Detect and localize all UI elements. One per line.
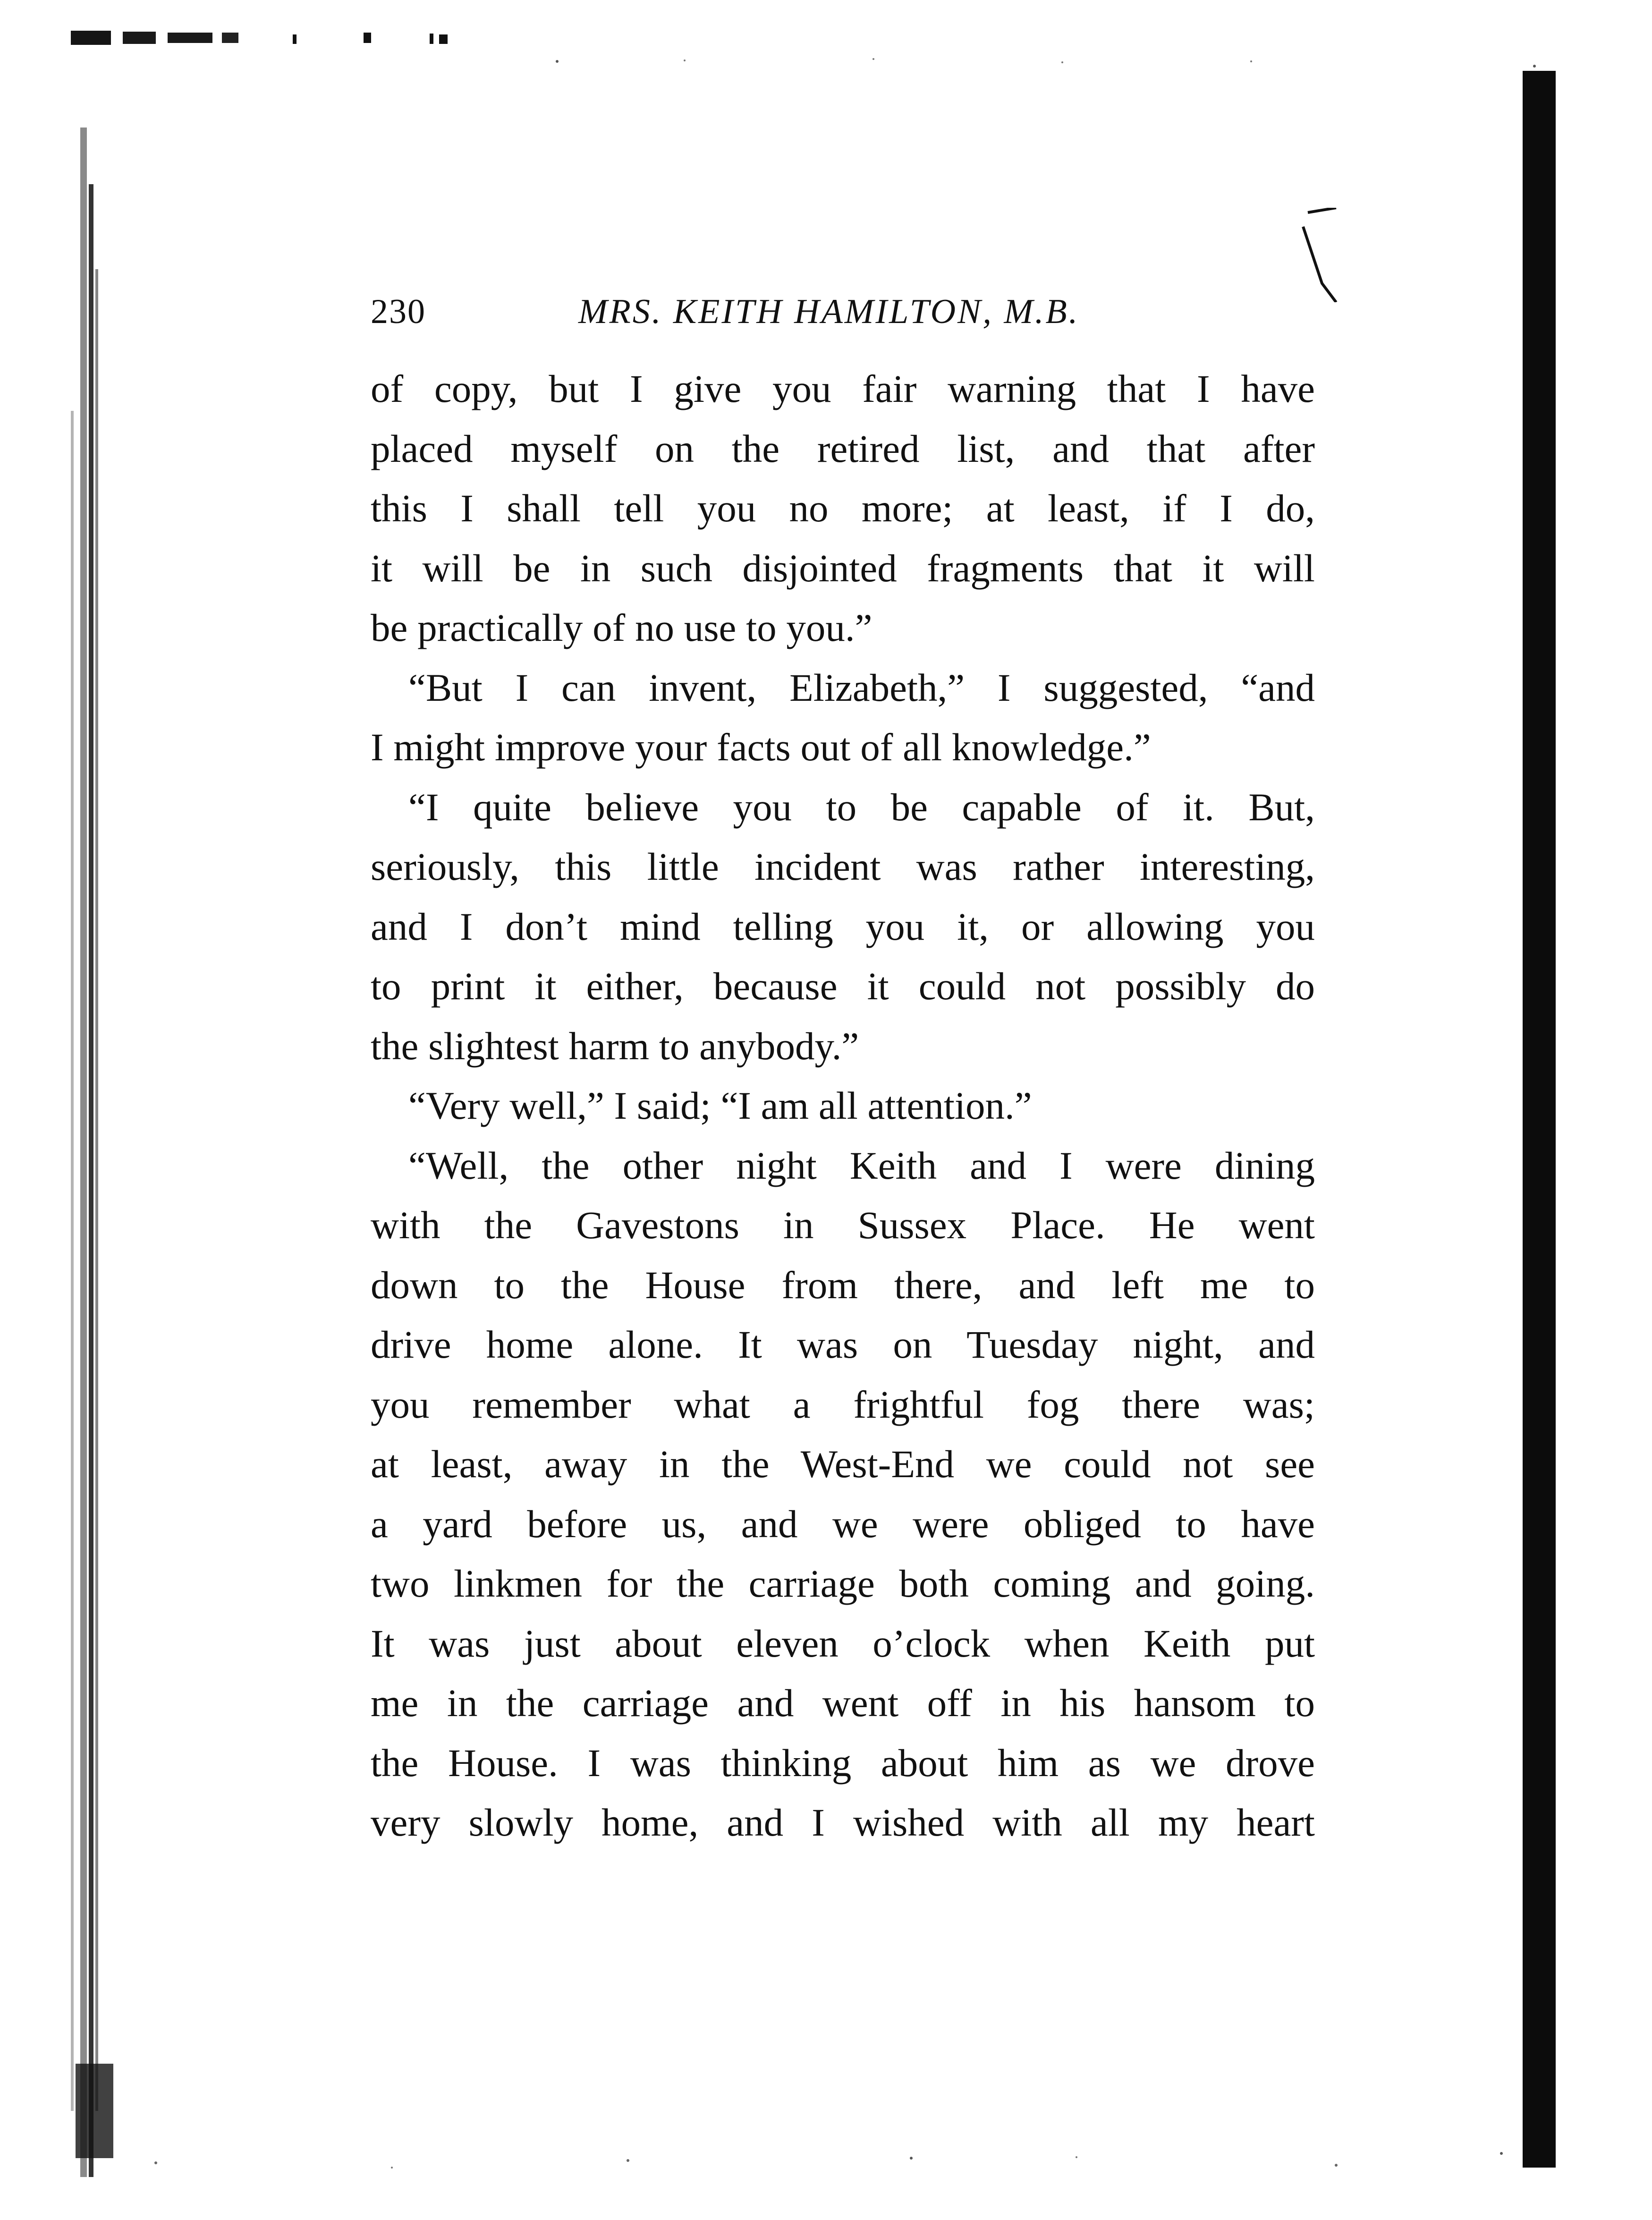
text-line: “I quite believe you to be capable of it. But, — [408, 785, 1315, 829]
text-line: drive home alone. It was on Tuesday night, and — [371, 1323, 1315, 1366]
text-line: you remember what a frightful fog there was; — [371, 1382, 1315, 1426]
text-line: me in the carriage and went off in his hansom to — [371, 1681, 1315, 1725]
scan-top-strip — [71, 26, 543, 54]
scan-bottom-dust — [109, 2144, 1572, 2182]
text-line: “Very well,” I said; “I am all attention.” — [408, 1084, 1032, 1127]
text-line: it will be in such disjointed fragments that it will — [371, 546, 1315, 590]
text-line: and I don’t mind telling you it, or allowing you — [371, 904, 1315, 948]
scan-binding-edge — [61, 128, 118, 2177]
text-line: I might improve your facts out of all knowledge.” — [371, 725, 1151, 769]
text-line: It was just about eleven o’clock when Keith put — [371, 1621, 1315, 1665]
running-header — [371, 283, 1315, 340]
text-line: “Well, the other night Keith and I were dining — [408, 1143, 1315, 1187]
text-line: seriously, this little incident was rather interesting, — [371, 845, 1315, 888]
scan-top-dust — [543, 47, 1629, 76]
text-line: be practically of no use to you.” — [371, 606, 873, 649]
text-line: this I shall tell you no more; at least, if I do, — [371, 486, 1315, 530]
text-line: a yard before us, and we were obliged to have — [371, 1502, 1315, 1546]
text-line: the slightest harm to anybody.” — [371, 1024, 859, 1068]
text-line: with the Gavestons in Sussex Place. He went — [371, 1203, 1315, 1247]
text-line: at least, away in the West-End we could not see — [371, 1442, 1315, 1486]
text-line: two linkmen for the carriage both coming and going. — [371, 1562, 1315, 1605]
running-title: MRS. KEITH HAMILTON, M.B. — [578, 292, 1080, 331]
scan-right-edge — [1523, 71, 1556, 2168]
text-line: the House. I was thinking about him as we drove — [371, 1741, 1315, 1785]
text-line: “But I can invent, Elizabeth,” I suggested, “and — [408, 665, 1315, 709]
text-line: to print it either, because it could not possibly do — [371, 964, 1315, 1008]
body-text — [371, 359, 1315, 1853]
text-line: very slowly home, and I wished with all my heart — [371, 1801, 1315, 1844]
text-line: placed myself on the retired list, and that after — [371, 426, 1315, 470]
text-line: of copy, but I give you fair warning that I have — [371, 367, 1315, 410]
text-line: down to the House from there, and left me to — [371, 1263, 1315, 1307]
page-number: 230 — [371, 292, 426, 331]
